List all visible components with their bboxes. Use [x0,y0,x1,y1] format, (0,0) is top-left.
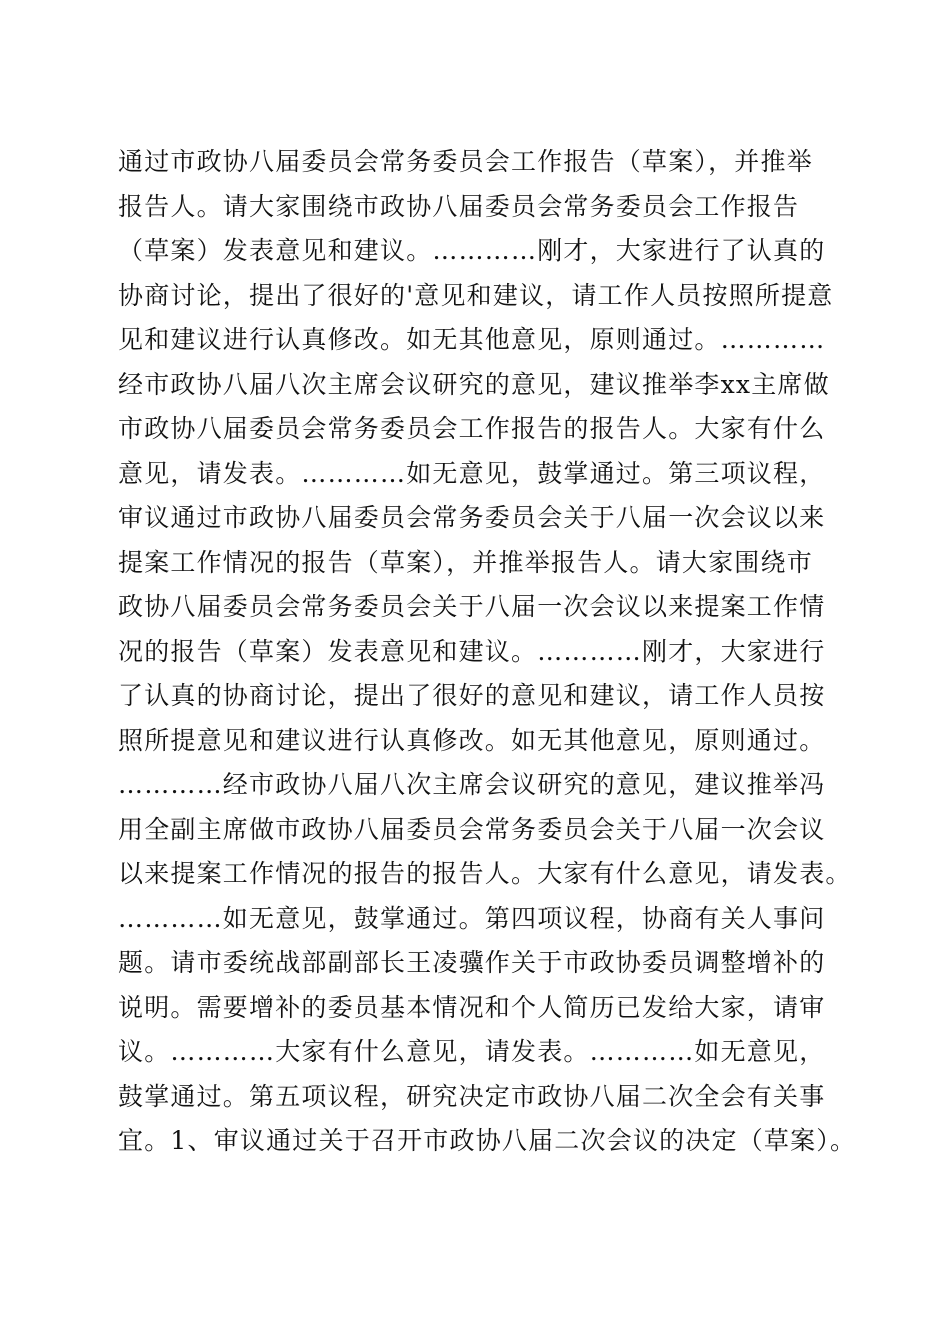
text-line: 提案工作情况的报告（草案），并推举报告人。请大家围绕市 [118,547,813,577]
text-line: 宜。1、审议通过关于召开市政协八届二次会议的决定（草案）。 [118,1126,857,1155]
text-line: 市政协八届委员会常务委员会工作报告的报告人。大家有什么 [118,414,826,443]
text-line: 了认真的协商讨论，提出了很好的意见和建议，请工作人员按 [118,681,826,710]
text-line: 照所提意见和建议进行认真修改。如无其他意见，原则通过。 [118,725,826,755]
text-line: 用全副主席做市政协八届委员会常务委员会关于八届一次会议 [118,814,826,844]
text-line: …………如无意见，鼓掌通过。第四项议程，协商有关人事问 [118,903,826,933]
body-text [118,140,858,1164]
text-line: 意见，请发表。…………如无意见，鼓掌通过。第三项议程， [118,458,826,488]
text-line: 审议通过市政协八届委员会常务委员会关于八届一次会议以来 [118,503,826,532]
text-line: （草案）发表意见和建议。…………刚才，大家进行了认真的 [118,236,826,265]
text-line: 通过市政协八届委员会常务委员会工作报告（草案），并推举 [118,147,813,176]
text-line: 协商讨论，提出了很好的'意见和建议，请工作人员按照所提意 [118,280,834,310]
text-line: 政协八届委员会常务委员会关于八届一次会议以来提案工作情 [118,592,826,621]
text-line: 报告人。请大家围绕市政协八届委员会常务委员会工作报告 [118,191,800,221]
text-line: 题。请市委统战部副部长王凌骥作关于市政协委员调整增补的 [118,948,826,977]
text-line: 见和建议进行认真修改。如无其他意见，原则通过。………… [118,325,826,354]
text-line: 况的报告（草案）发表意见和建议。…………刚才，大家进行 [118,636,826,666]
text-line: 以来提案工作情况的报告的报告人。大家有什么意见，请发表。 [118,859,852,888]
text-line: 议。…………大家有什么意见，请发表。…………如无意见， [118,1037,826,1066]
text-line: 鼓掌通过。第五项议程，研究决定市政协八届二次全会有关事 [118,1081,826,1111]
text-line: 说明。需要增补的委员基本情况和个人简历已发给大家，请审 [118,992,826,1022]
text-line: …………经市政协八届八次主席会议研究的意见，建议推举冯 [118,770,826,799]
text-line: 经市政协八届八次主席会议研究的意见，建议推举李xx主席做 [118,369,830,399]
